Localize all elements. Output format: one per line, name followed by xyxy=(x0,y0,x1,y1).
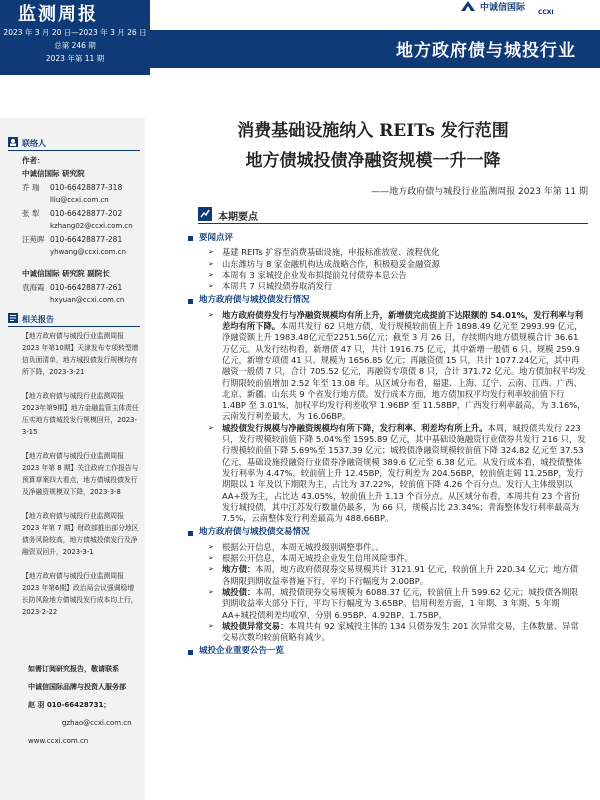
report-type: 监测周报 xyxy=(18,4,98,25)
total-issue: 总第 246 期 xyxy=(54,41,96,50)
section-news: 要闻点评 xyxy=(188,233,586,244)
vp-team: 中诚信国际 研究院 副院长 xyxy=(22,269,110,278)
author-row: 张 犁 010-66428877-202 xyxy=(22,209,123,218)
sidebar-divider xyxy=(8,150,140,151)
issuance-local-bond: ➢ 地方政府债券发行与净融资规模均有所上升，新增债完成提前下达限额的 54.01%，发行利率与利差均有所下降。本周共发行 62 只地方债，发行规模较前值上升 1898.49 亿元至 2993.99 亿元，净融资额上升 1983.48亿元至2251.56亿元；截至 3 月 26 日，存续期内地方债规模合计 36.61 万亿元。从发行结构看，新增债 47 只，共计 1916.75 亿元，其中新增一般债 6 只、规模 259.9 亿元，新增专项债 41 只、规模为 1656.85 亿元；再融资债 15 只，共计 1077.24亿元，其中再融资一般债 7 只，合计 705.52 亿元，再融资专项债 8 只，合计 371.72 亿元。地方债加权平均发行期限较前值增加 2.52 年至 13.08 年。从区域分布看，福建、上海、辽宁、云南、江西、广西、北京、新疆、山东共 9 个省发行地方债。发行成本方面，地方债加权平均发行利率较前值下行 1.4BP 至 3.01%，加权平均发行利差收窄 1.96BP 至 11.58BP，广西发行利率最高，为 3.16%，云南发行利差最大，为 16.06BP。 xyxy=(198,310,586,423)
date-range: 2023 年 3 月 20 日—2023 年 3 月 26 日 xyxy=(3,28,147,37)
key-points-label: 本期要点 xyxy=(218,212,258,223)
page-subtitle: ——地方政府债与城投行业监测周报 2023 年第 11 期 xyxy=(371,187,588,197)
news-item: ➢ 本周共 7 只城投债券取消发行 xyxy=(198,281,586,292)
trading-item: ➢ 根据公开信息，本周无城投企业发生信用风险事件。 xyxy=(198,553,586,564)
author-row: 汪苑晖 010-66428877-281 xyxy=(22,235,123,244)
author-email[interactable]: yhwang@ccxi.com.cn xyxy=(50,248,126,256)
news-item: ➢ 本周有 3 家城投企业发布拟提前兑付债券本息公告 xyxy=(198,270,586,281)
author-email[interactable]: lliu@ccxi.com.cn xyxy=(50,196,109,204)
header-left-panel xyxy=(0,0,150,75)
issue-info xyxy=(0,26,150,65)
trading-item: ➢ 地方债：本周，地方政府债现券交易规模共计 3121.91 亿元，较前值上升 220.34 亿元；地方债各期限到期收益率普遍下行，平均下行幅度为 2.00BP。 xyxy=(198,564,586,587)
sidebar-divider xyxy=(8,326,140,327)
author-list xyxy=(22,154,140,307)
sector-title: 地方政府债与城投行业 xyxy=(396,41,576,61)
contact-line: 赵 羽 010-66428731； xyxy=(28,701,111,709)
subscribe-text: 如需订阅研究报告，敬请联系 xyxy=(28,665,119,673)
main-content xyxy=(158,0,588,800)
section-trading: 地方政府债与城投债交易情况 xyxy=(188,527,586,538)
authors-heading: 作者： xyxy=(22,156,45,165)
website-link[interactable]: www.ccxi.com.cn xyxy=(28,737,89,745)
news-item: ➢ 山东潍坊与 8 家金融机构达成战略合作，积极稳妥金融资源 xyxy=(198,259,586,270)
news-item: ➢ 基建 REITs 扩容至消费基础设施，申报标准放宽、流程优化 xyxy=(198,247,586,258)
related-reports xyxy=(22,330,140,630)
author-team: 中诚信国际 研究院 xyxy=(22,169,85,178)
contacts-label: 联络人 xyxy=(22,139,46,148)
related-report-link[interactable]: 【地方政府债与城投行业监测周报 2023 年第6期】政治局会议强调稳增长防风险地方债城投发行成本均上行，2023-2-22 xyxy=(22,572,138,616)
section-events: 城投企业重要公告一览 xyxy=(188,646,586,657)
contact-email[interactable]: gzhao@ccxi.com.cn xyxy=(62,719,132,727)
issue-number: 2023 年第 11 期 xyxy=(45,54,105,63)
related-report-link[interactable]: 【地方政府债与城投行业监测周报 2023 年第10期】天津发布专项转型增信负面清单，地方城投债发行规模均有所下降，2023-3-21 xyxy=(22,332,139,376)
subscription-info xyxy=(28,660,140,750)
key-points-header xyxy=(198,206,588,224)
author-email[interactable]: hxyuan@ccxi.com.cn xyxy=(50,296,125,304)
key-points-icon xyxy=(198,207,212,221)
trading-item: ➢ 城投债异常交易：本周共有 92 家城投主体的 134 只债券发生 201 次异常交易，主体数量、异常交易次数均较前值略有减少。 xyxy=(198,621,586,644)
author-row: 乔 瑞 010-66428877-318 xyxy=(22,183,123,192)
page-title xyxy=(158,116,588,176)
key-points-body xyxy=(198,230,586,661)
section-issuance: 地方政府债与城投债发行情况 xyxy=(188,295,586,306)
title-line-1: 消费基础设施纳入 REITs 发行范围 xyxy=(237,121,509,141)
related-report-link[interactable]: 【地方政府债与城投行业监测周报 2023年第9期】地方金融监管主体责任压实地方债城投发行规模回升，2023-3-15 xyxy=(22,392,139,436)
related-report-link[interactable]: 【地方政府债与城投行业监测周报 2023 年第 8 期】关注政府工作报告与预算草案四大看点，地方债城投债发行及净融资规模双下降，2023-3-8 xyxy=(22,452,139,496)
related-reports-label: 相关报告 xyxy=(22,315,54,324)
report-icon xyxy=(8,313,18,323)
author-email[interactable]: kzhang02@ccxi.com.cn xyxy=(50,222,133,230)
author-row: 袁海霞 010-66428877-261 xyxy=(22,283,123,292)
logo-en: CCXI xyxy=(538,9,554,16)
trading-item: ➢ 城投债：本周，城投债现券交易规模为 6088.37 亿元，较前值上升 599.62 亿元；城投债各期限到期收益率大部分下行，平均下行幅度为 3.65BP。信用利差方面，1 年期、3 年期、5 年期 AA+城投债利差均收窄，分别 6.95BP、4.92BP、1.75BP。 xyxy=(198,587,586,621)
logo-name: 中诚信国际 xyxy=(480,3,526,13)
trading-item: ➢ 根据公开信息，本周无城投级别调整事件。。 xyxy=(198,542,586,553)
contact-icon xyxy=(8,137,18,147)
dept-name: 中诚信国际品牌与投资人服务部 xyxy=(28,683,126,691)
issuance-urban-bond: ➢ 城投债发行规模与净融资规模均有所下降，发行利率、利差均有所上升。本周，城投债共发行 223 只，发行规模较前值下降 5.04%至 1595.89 亿元，其中基础设施融资行业债券共发行 216 只，发行规模较前值下降 5.69%至 1537.39 亿元；城投债净融资规模较前值下降 324.82 亿元至 37.53 亿元，基础设施投融资行业债券净融资规模 389.6 亿元至 6.38 亿元。从发行成本看，城投债整体发行利率为 4.47%，较前值上升 12.45BP，发行利差为 204.56BP，较前值走阔 11.25BP，发行期限以 1 年及以下期限为主，占比为 37.22%，较前值下降 4.26 个百分点。发行人主体级别以 AA+级为主，占比达 43.05%，较前值上升 1.13 个百分点。从区域分布看，本周共有 23 个省份发行城投债，其中江苏发行数量仍最多，为 66 只，规模占比 23.34%；青海整体发行利率最高为 7.5%，云南整体发行利差最高为 488.66BP。 xyxy=(198,423,586,525)
related-report-link[interactable]: 【地方政府债与城投行业监测周报 2023 年第 7 期】财政部推出部分地区债务风险较高，地方债城投债发行及净融资双回升，2023-3-1 xyxy=(22,512,139,556)
title-line-2: 地方债城投债净融资规模一升一降 xyxy=(245,151,501,171)
